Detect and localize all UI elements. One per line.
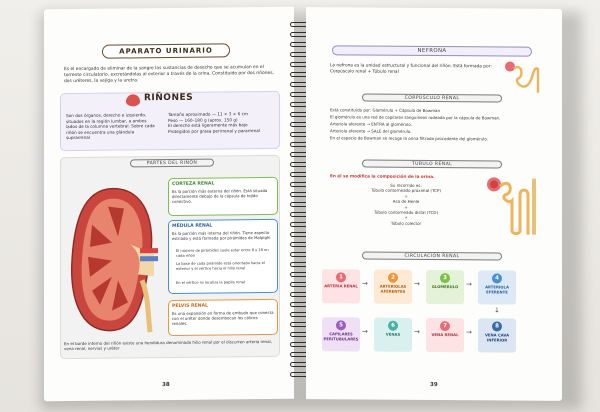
corpusculo-line-5: En el espacio de Bowman se recoge la orina filtrada procedente del glomérulo. bbox=[330, 135, 489, 142]
flow-step-number: 3 bbox=[440, 273, 450, 283]
corteza-text: Es la porción más externa del riñón. Está situada directamente debajo de la cápsula de tejido conectivo. bbox=[172, 187, 268, 204]
arrow-right-icon: → bbox=[466, 280, 472, 289]
flow-step-number: 4 bbox=[492, 273, 502, 283]
flow-step-label: ARTERIOLA EFERENTE bbox=[485, 284, 509, 295]
nefrona-title: NEFRONA bbox=[332, 45, 532, 56]
tubulo-line: Túbulo colector bbox=[390, 220, 422, 226]
flow-step-label: VENAS bbox=[385, 331, 401, 337]
flow-step-3 bbox=[426, 270, 464, 304]
tubulo-title: TÚBULO RENAL bbox=[362, 159, 502, 168]
arrow-right-icon: → bbox=[414, 327, 420, 336]
corpusculo-title: CORPÚSCULO RENAL bbox=[362, 93, 502, 102]
flow-step-4 bbox=[478, 270, 516, 304]
intro-text: Es el encargado de eliminar de la sangre las sustancias de desecho que se acumulan en el torrente circulatorio, excretándolas al exterior a través de la orina. Constituido por dos riñones, dos uréteres, la vejiga y la uretra. bbox=[64, 65, 274, 85]
medula-bullet-1: El número de pirámides suele estar entre 8 y 18 en cada riñón bbox=[176, 247, 269, 258]
arrow-right-icon: → bbox=[362, 279, 368, 288]
tubulo-line: Túbulo contorneado distal (TCD) bbox=[373, 209, 439, 216]
rinones-title: RIÑONES bbox=[144, 92, 194, 104]
flow-step-number: 2 bbox=[388, 273, 398, 283]
flow-step-label: VENA CAVA INFERIOR bbox=[484, 332, 510, 343]
flow-step-number: 1 bbox=[336, 272, 346, 282]
left-page bbox=[44, 7, 294, 402]
kidney-bean-icon bbox=[126, 94, 140, 106]
nephron-small-icon bbox=[502, 58, 542, 94]
tubulo-line: + bbox=[404, 215, 408, 221]
flow-step-5 bbox=[322, 317, 360, 351]
hilio-footer-text: En el borde interno del riñón existe una hendidura denominada hilio renal por el discurren arteria renal, vena renal, nervios y uréter bbox=[64, 338, 272, 352]
flow-step-label: VENA RENAL bbox=[431, 331, 459, 338]
right-page bbox=[306, 7, 562, 401]
left-page-number: 38 bbox=[162, 381, 170, 389]
aparato-urinario-title: APARATO URINARIO bbox=[102, 43, 230, 58]
flow-step-label: CAPILARES PERITUBULARES bbox=[323, 331, 359, 342]
rinones-left-text: Son dos órganos, derecho e izquierdo, situados en la región lumbar, a ambos lados de la columna vertebral. Sobre cada riñón se encuentra una glándula suprarrenal bbox=[66, 112, 155, 141]
flow-step-6 bbox=[374, 318, 412, 352]
medula-bullet-3: En el vértice se localiza la papila renal bbox=[176, 280, 245, 285]
flow-step-label: ARTERIOLAS AFERENTES bbox=[379, 283, 407, 294]
nephron-diagram bbox=[484, 174, 544, 236]
tubulo-line: + bbox=[404, 204, 408, 210]
medula-text: Es la porción más interna del riñón. Tiene aspecto estriado y está formada por pirámides de Malpighi bbox=[172, 229, 271, 241]
tubulo-line: Su recorrido es: bbox=[390, 182, 422, 188]
flow-step-2 bbox=[374, 270, 412, 304]
corteza-title: CORTEZA RENAL bbox=[172, 181, 215, 187]
tubulo-intro: En él se modifica la composición de la orina. bbox=[330, 173, 435, 180]
corpusculo-line-3: Arteriola aferente → ENTRA al glomérulo. bbox=[330, 121, 413, 127]
corpusculo-line-4: Arteriola eferente → SALE del glomérulo. bbox=[330, 128, 412, 134]
flow-step-label: GLOMÉRULO bbox=[431, 283, 459, 290]
flow-step-number: 6 bbox=[388, 321, 398, 331]
flow-step-number: 5 bbox=[336, 320, 346, 330]
corpusculo-line-1: Está constituido por: Glomérulo + Cápsula de Bowman bbox=[330, 107, 441, 114]
right-page-number: 39 bbox=[430, 381, 438, 389]
arrow-down-icon: ↓ bbox=[494, 306, 500, 315]
flow-step-number: 8 bbox=[492, 321, 502, 331]
arrow-right-icon: → bbox=[362, 327, 368, 336]
partes-title: PARTES DEL RIÑÓN bbox=[130, 159, 214, 168]
tubulo-list bbox=[346, 182, 466, 226]
pelvis-title: PELVIS RENAL bbox=[172, 303, 208, 309]
tubulo-line: + bbox=[404, 193, 408, 199]
flow-step-8 bbox=[478, 318, 516, 352]
rinones-right-text: Tamaño aproximado — 11 × 3 × 6 cm Peso — 160–180 g (aprox. 150 g) El derecho está ligeramente más bajo Protegidos por grasa perirrenal y pararrenal bbox=[168, 111, 260, 134]
corpusculo-line-2: El glomérulo es una red de capilares sanguíneos rodeada por la cápsula de Bowman. bbox=[330, 114, 501, 121]
flow-step-7 bbox=[426, 318, 464, 352]
arrow-right-icon: → bbox=[466, 328, 472, 337]
circulacion-title: CIRCULACIÓN RENAL bbox=[362, 251, 502, 260]
medula-title: MÉDULA RENAL bbox=[172, 223, 213, 229]
kidney-illustration bbox=[68, 184, 158, 335]
nefrona-text: La nefrona es la unidad estructural y funcional del riñón. Está formada por: Corpúsculo renal + Túbulo renal bbox=[330, 63, 492, 75]
tubulo-line: Túbulo contorneado proximal (TCP) bbox=[371, 187, 441, 194]
medula-bullet-2: La base de cada pirámide está orientada hacia el exterior y el vértice hacia el hilio renal bbox=[176, 260, 265, 271]
flow-step-1 bbox=[322, 269, 360, 303]
flow-step-label: ARTERIA RENAL bbox=[324, 283, 358, 289]
pelvis-text: Es una expansión en forma de embudo que conecta con el uréter donde desembocan los cálices renales. bbox=[172, 309, 274, 326]
tubulo-line: Asa de Henle bbox=[392, 198, 420, 205]
flow-step-number: 7 bbox=[440, 321, 450, 331]
arrow-right-icon: → bbox=[414, 279, 420, 288]
